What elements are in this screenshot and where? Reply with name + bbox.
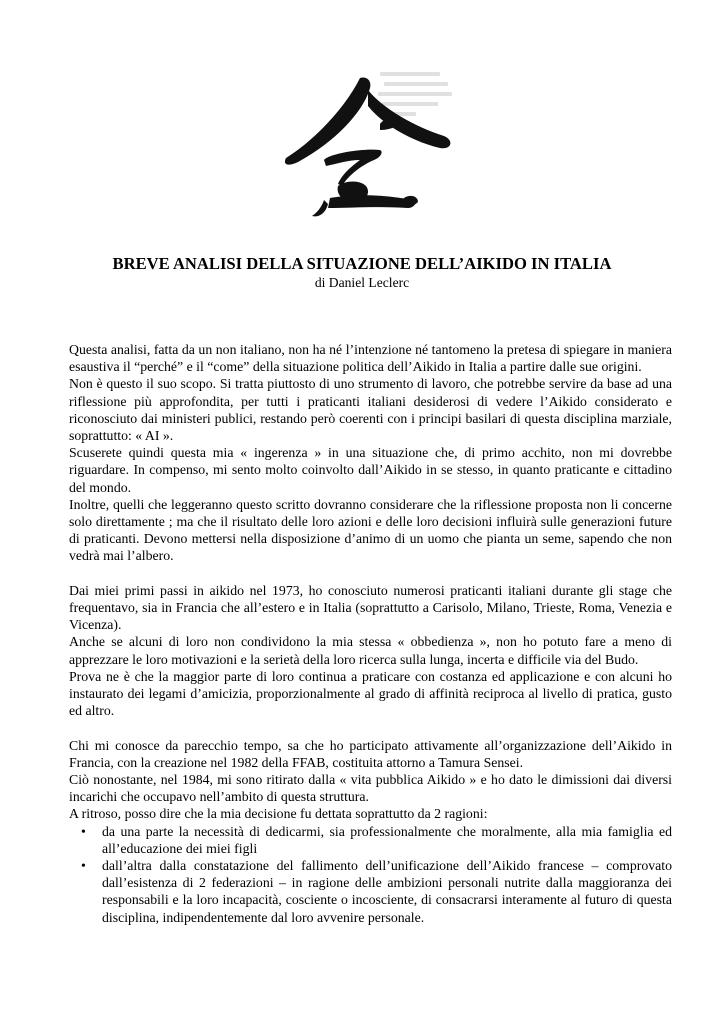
bullet-icon: •	[81, 858, 86, 874]
paragraph-5: Dai miei primi passi in aikido nel 1973, ho conosciuto numerosi praticanti italiani durante gli stage che frequentavo, sia in Francia che all’estero e in Italia (soprattutto a Carisolo, Milano, Trieste, Roma, Venezia e Vicenza).	[69, 582, 672, 633]
paragraph-7: Prova ne è che la maggior parte di loro continua a praticare con costanza ed applicazione e con alcuni ho instaurato dei legami d’amicizia, proporzionalmente al grado di affinità reciproca al livello di pratica, gusto ed altro.	[69, 668, 672, 719]
paragraph-2: Non è questo il suo scopo. Si tratta piuttosto di uno strumento di lavoro, che potrebbe servire da base ad una riflessione più approfondita, per tutti i praticanti italiani desiderosi di vedere l’Aikido considerato e riconosciuto dai ministeri publici, restando però coerenti con i principi basilari di questa disciplina marziale, soprattutto: « AI ».	[69, 376, 672, 444]
paragraph-gap	[69, 565, 672, 582]
paragraph-1: Questa analisi, fatta da un non italiano, non ha né l’intenzione né tantomeno la pretesa di spiegare in maniera esaustiva il “perché” e il “come” della situazione politica dell’Aikido in Italia a partire dalle sue origini.	[69, 342, 672, 375]
paragraph-10: A ritroso, posso dire che la mia decisione fu dettata soprattutto da 2 ragioni:	[69, 806, 488, 822]
document-title: BREVE ANALISI DELLA SITUAZIONE DELL’AIKIDO IN ITALIA	[112, 254, 612, 273]
list-item-text: dall’altra dalla constatazione del fallimento dell’unificazione dell’Aikido francese – comprovato dall’esistenza di 2 federazioni – in ragione delle ambizioni personali nutrite dalla maggioranza dei responsabili e la loro incapacità, cosciente o incosciente, di consacrarsi interamente al futuro di questa disciplina, indipendentemente dal loro avvenire personale.	[102, 858, 672, 925]
paragraph-8: Chi mi conosce da parecchio tempo, sa che ho participato attivamente all’organizzazione dell’Aikido in Francia, con la creazione nel 1982 della FFAB, costituita attorno a Tamura Sensei.	[69, 737, 672, 770]
list-item	[69, 857, 672, 926]
list-item-text: da una parte la necessità di dedicarmi, sia professionalmente che moralmente, alla mia famiglia ed all’educazione dei miei figli	[102, 823, 672, 856]
list-item	[69, 823, 672, 857]
paragraph-6: Anche se alcuni di loro non condividono la mia stessa « obbedienza », non ho potuto fare a meno di apprezzare le loro motivazioni e la serietà della loro ricerca sulla lunga, incerta e difficile via del Budo.	[69, 634, 672, 667]
paragraph-3: Scuserete quindi questa mia « ingerenza » in una situazione che, di primo acchito, non mi dovrebbe riguardare. In compenso, mi sento molto coinvolto dall’Aikido in se stesso, in quanto praticante e cittadino del mondo.	[69, 445, 672, 495]
reasons-list	[69, 823, 672, 926]
document-body	[69, 341, 672, 926]
paragraph-4: Inoltre, quelli che leggeranno questo scritto dovranno considerare che la riflessione proposta non li concerne solo direttamente ; ma che il risultato delle loro azioni e delle loro decisioni influirà sulle generazioni future di praticanti. Devono mettersi nella disposizione d’animo di un uomo che pianta un seme, sapendo che non vedrà mai l’albero.	[69, 496, 672, 564]
ai-calligraphy-icon	[268, 66, 468, 226]
paragraph-9: Ciò nonostante, nel 1984, mi sono ritirato dalla « vita pubblica Aikido » e ho dato le dimissioni dai diversi incarichi che occupavo nell’ambito di questa struttura.	[69, 772, 672, 805]
author-byline: di Daniel Leclerc	[314, 275, 410, 290]
paragraph-gap	[69, 719, 672, 736]
bullet-icon: •	[81, 823, 86, 839]
